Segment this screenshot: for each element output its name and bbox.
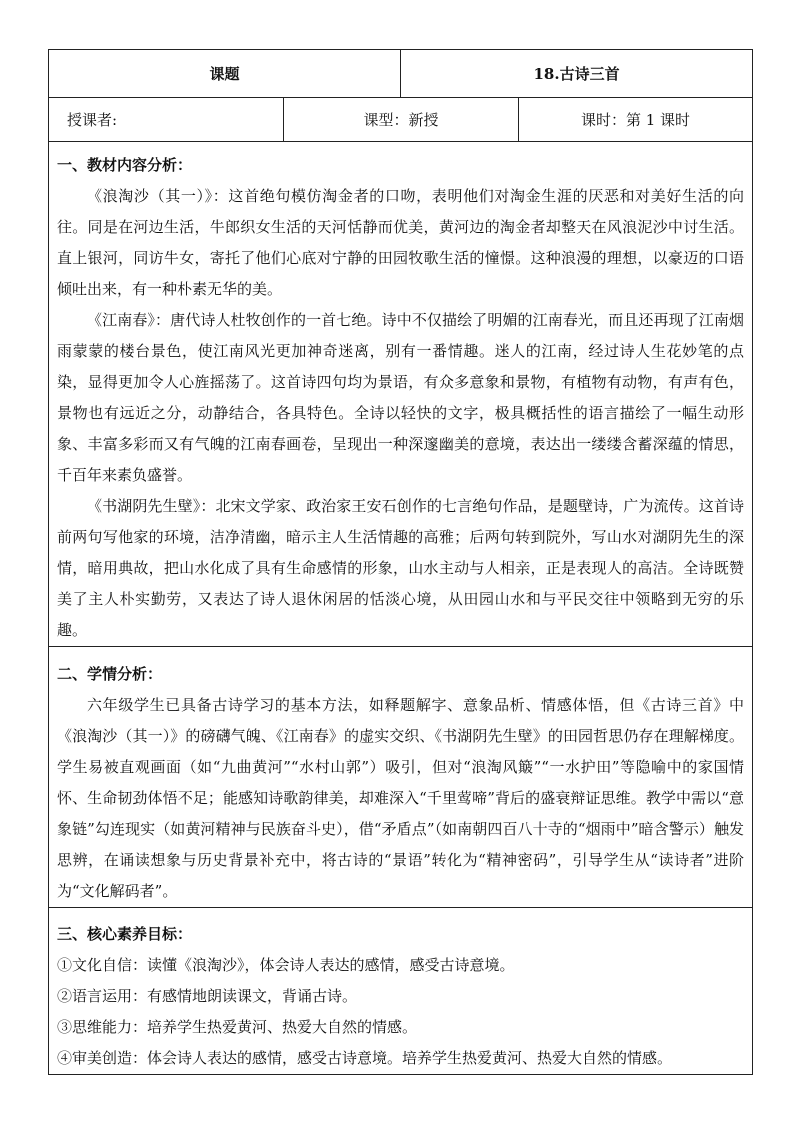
paragraph: 《书湖阴先生壁》：北宋文学家、政治家王安石创作的七言绝句作品，是题壁诗，广为流传。这首诗前两句写他家的环境，洁净清幽，暗示主人生活情趣的高雅；后两句转到院外，写山水对湖阴先生的深情，暗用典故，把山水化成了具有生命感情的形象，山水主动与人相亲，正是表现人的高洁。全诗既赞美了主人朴实勤劳，又表达了诗人退休闲居的恬淡心境，从田园山水和与平民交往中领略到无穷的乐趣。 — [57, 497, 745, 639]
section-core-goals — [49, 908, 753, 1075]
goal-item: ③思维能力：培养学生热爱黄河、热爱大自然的情感。 — [57, 1018, 418, 1036]
goal-item: ①文化自信：读懂《浪淘沙》，体会诗人表达的感情，感受古诗意境。 — [57, 956, 515, 974]
paragraph: 《浪淘沙（其一）》：这首绝句模仿淘金者的口吻，表明他们对淘金生涯的厌恶和对美好生活的向往。同是在河边生活，牛郎织女生活的天河恬静而优美，黄河边的淘金者却整天在风浪泥沙中讨生活。直上银河，同访牛女，寄托了他们心底对宁静的田园牧歌生活的憧憬。这种浪漫的理想，以豪迈的口语倾吐出来，有一种朴素无华的美。 — [57, 187, 745, 298]
info-row — [49, 98, 753, 142]
section-title: 三、核心素养目标： — [57, 925, 193, 943]
teacher-field: 授课者: — [49, 98, 284, 142]
lesson-type-field: 课型：新授 — [284, 98, 519, 142]
section-title: 二、学情分析： — [57, 665, 163, 683]
section-textbook-analysis — [49, 142, 753, 647]
paragraph: 《江南春》：唐代诗人杜牧创作的一首七绝。诗中不仅描绘了明媚的江南春光，而且还再现了江南烟雨蒙蒙的楼台景色，使江南风光更加神奇迷离，别有一番情趣。迷人的江南，经过诗人生花妙笔的点染，显得更加令人心旌摇荡了。这首诗四句均为景语，有众多意象和景物，有植物有动物，有声有色，景物也有远近之分，动静结合，各具特色。全诗以轻快的文字，极具概括性的语言描绘了一幅生动形象、丰富多彩而又有气魄的江南春画卷，呈现出一种深邃幽美的意境，表达出一缕缕含蓄深蕴的情思，千百年来素负盛誉。 — [57, 311, 745, 484]
goal-item: ②语言运用：有感情地朗读课文，背诵古诗。 — [57, 987, 358, 1005]
paragraph: 六年级学生已具备古诗学习的基本方法，如释题解字、意象品析、情感体悟，但《古诗三首》中《浪淘沙（其一）》的磅礴气魄、《江南春》的虚实交织、《书湖阴先生壁》的田园哲思仍存在理解梯度。学生易被直观画面（如“九曲黄河”“水村山郭”）吸引，但对“浪淘风簸”“一水护田”等隐喻中的家国情怀、生命韧劲体悟不足；能感知诗歌韵律美，却难深入“千里莺啼”背后的盛衰辩证思维。教学中需以“意象链”勾连现实（如黄河精神与民族奋斗史），借“矛盾点”（如南朝四百八十寺的“烟雨中”暗含警示）触发思辨，在诵读想象与历史背景补充中，将古诗的“景语”转化为“精神密码”，引导学生从“读诗者”进阶为“文化解码者”。 — [57, 696, 745, 900]
subject-label: 课题 — [49, 50, 401, 98]
lesson-plan-table — [48, 49, 753, 1075]
header-row — [49, 50, 753, 98]
lesson-plan-sheet — [48, 49, 752, 1075]
goal-item: ④审美创造：体会诗人表达的感情，感受古诗意境。培养学生热爱黄河、热爱大自然的情感。 — [57, 1049, 673, 1067]
lesson-title: 18.古诗三首 — [401, 50, 753, 98]
lesson-period-field: 课时：第 1 课时 — [519, 98, 753, 142]
section-student-analysis — [49, 647, 753, 908]
section-title: 一、教材内容分析： — [57, 156, 193, 174]
